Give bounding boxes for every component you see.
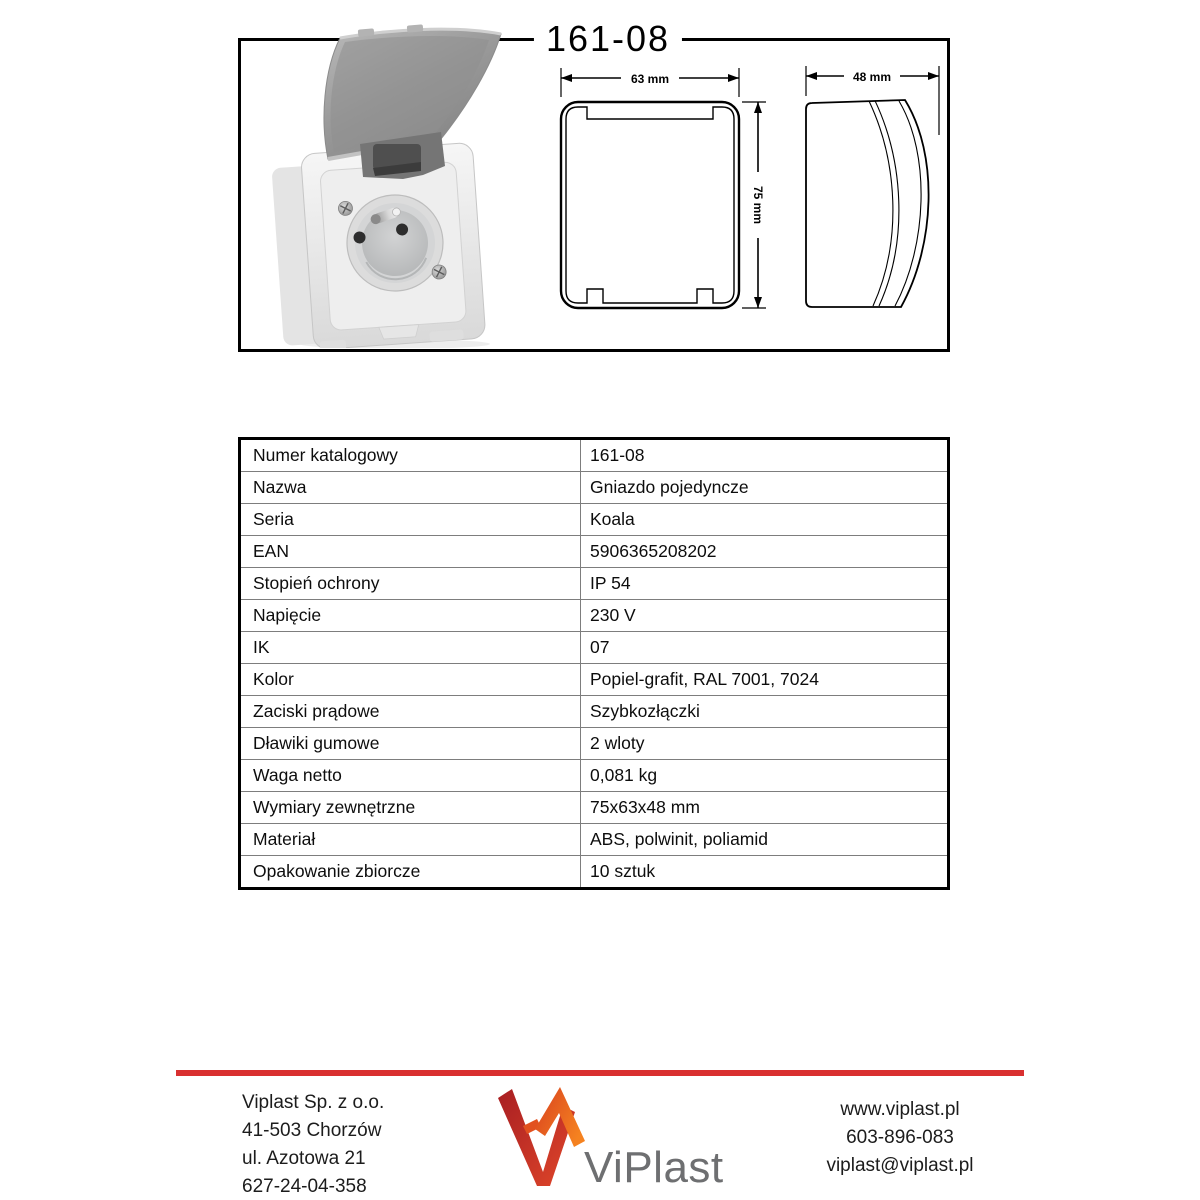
spec-value: Gniazdo pojedyncze	[590, 477, 749, 497]
table-row	[241, 824, 947, 856]
spec-label: Materiał	[241, 824, 581, 855]
width-dimension-label: 63 mm	[630, 72, 670, 86]
spec-label: Dławiki gumowe	[241, 728, 581, 759]
spec-label: Zaciski prądowe	[241, 696, 581, 727]
spec-value: Koala	[590, 509, 635, 529]
spec-label: Waga netto	[241, 760, 581, 791]
spec-value: 07	[590, 637, 610, 657]
table-row	[241, 664, 947, 696]
table-row	[241, 440, 947, 472]
viplast-logo-text: ViPlast	[584, 1143, 724, 1192]
spec-label: EAN	[241, 536, 581, 567]
front-view-drawing	[545, 60, 775, 325]
catalog-number-title: 161-08	[534, 18, 682, 60]
spec-label: Nazwa	[241, 472, 581, 503]
table-row	[241, 568, 947, 600]
spec-value: Szybkozłączki	[590, 701, 700, 721]
spec-value: 2 wloty	[590, 733, 645, 753]
spec-label: IK	[241, 632, 581, 663]
spec-value: IP 54	[590, 573, 631, 593]
product-photo	[255, 8, 525, 348]
table-row	[241, 760, 947, 792]
contact-phone: 603-896-083	[846, 1127, 954, 1148]
spec-value: 230 V	[590, 605, 636, 625]
contact-block	[780, 1096, 1020, 1180]
table-row	[241, 504, 947, 536]
company-street: ul. Azotowa 21	[242, 1148, 366, 1169]
company-name: Viplast Sp. z o.o.	[242, 1092, 385, 1113]
table-row	[241, 728, 947, 760]
depth-dimension-label: 48 mm	[852, 70, 892, 84]
spec-value: ABS, polwinit, poliamid	[590, 829, 768, 849]
spec-label: Opakowanie zbiorcze	[241, 856, 581, 887]
website-link: www.viplast.pl	[840, 1099, 960, 1120]
spec-value: Popiel-grafit, RAL 7001, 7024	[590, 669, 819, 689]
spec-label: Numer katalogowy	[241, 440, 581, 471]
height-dimension-label: 75 mm	[751, 185, 765, 225]
table-row	[241, 536, 947, 568]
spec-label: Kolor	[241, 664, 581, 695]
table-row	[241, 472, 947, 504]
table-row	[241, 856, 947, 887]
spec-label: Stopień ochrony	[241, 568, 581, 599]
spec-label: Napięcie	[241, 600, 581, 631]
spec-value: 5906365208202	[590, 541, 717, 561]
table-row	[241, 696, 947, 728]
footer-accent-bar	[176, 1070, 1024, 1076]
spec-value: 0,081 kg	[590, 765, 658, 785]
spec-label: Wymiary zewnętrzne	[241, 792, 581, 823]
side-view-drawing	[795, 60, 955, 325]
company-address-block	[242, 1089, 384, 1200]
spec-value: 75x63x48 mm	[590, 797, 700, 817]
viplast-logo-icon	[497, 1086, 585, 1188]
table-row	[241, 792, 947, 824]
spec-label: Seria	[241, 504, 581, 535]
company-phone: 627-24-04-358	[242, 1176, 367, 1197]
contact-email: viplast@viplast.pl	[826, 1155, 974, 1176]
company-city: 41-503 Chorzów	[242, 1120, 382, 1141]
table-row	[241, 632, 947, 664]
screw-icon	[338, 201, 353, 216]
spec-table	[238, 437, 950, 890]
spec-value: 10 sztuk	[590, 861, 656, 881]
screw-icon	[432, 265, 447, 280]
table-row	[241, 600, 947, 632]
spec-value: 161-08	[590, 445, 645, 465]
